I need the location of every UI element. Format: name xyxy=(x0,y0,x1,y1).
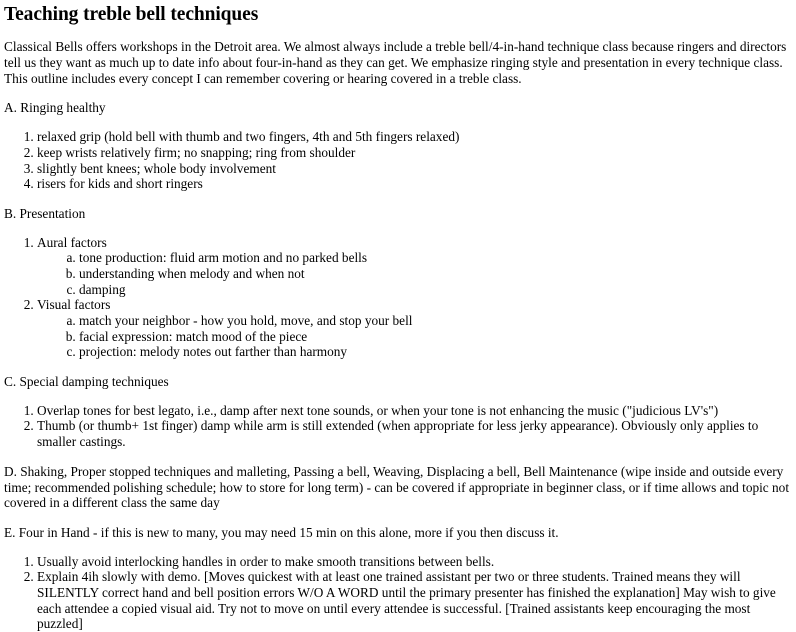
list-item: a. tone production: fluid arm motion and no parked bells xyxy=(79,250,792,266)
section-b-sublist-1 xyxy=(79,250,792,297)
section-a-list xyxy=(37,129,792,192)
list-item: b. facial expression: match mood of the piece xyxy=(79,329,792,345)
list-item: b. understanding when melody and when not xyxy=(79,266,792,282)
list-item: 1. Usually avoid interlocking handles in order to make smooth transitions between bells. xyxy=(37,554,792,570)
list-item: 4. risers for kids and short ringers xyxy=(37,176,792,192)
list-item xyxy=(37,235,792,298)
list-item-label: Aural factors xyxy=(37,234,107,250)
intro-paragraph: Classical Bells offers workshops in the Detroit area. We almost always include a treble bell/4-in-hand technique class because ringers and directors tell us they want as much up to date info about four-in-hand as they can get. We emphasize ringing style and presentation in every technique class. This outline includes every concept I can remember covering or hearing covered in a treble class. xyxy=(4,39,787,86)
section-heading-c: C. Special damping techniques xyxy=(4,374,169,390)
section-heading-a: A. Ringing healthy xyxy=(4,100,106,116)
list-item-label: Visual factors xyxy=(37,297,111,313)
section-heading-b: B. Presentation xyxy=(4,205,86,221)
section-paragraph-d: D. Shaking, Proper stopped techniques and malleting, Passing a bell, Weaving, Displacing a bell, Bell Maintenance (wipe inside and outside every time; recommended polishing schedule; how to store for long term) - can be covered if appropriate in beginner class, or if time allows and topic not covered in a different class the same day xyxy=(4,463,790,511)
list-item: 3. slightly bent knees; whole body involvement xyxy=(37,161,792,177)
page-title: Teaching treble bell techniques xyxy=(4,4,259,25)
list-item: 1. Overlap tones for best legato, i.e., damp after next tone sounds, or when your tone is not enhancing the music ("judicious LV's") xyxy=(37,403,792,419)
list-item: 2. keep wrists relatively firm; no snapping; ring from shoulder xyxy=(37,145,792,161)
section-c-list xyxy=(37,403,792,450)
list-item: 1. relaxed grip (hold bell with thumb and two fingers, 4th and 5th fingers relaxed) xyxy=(37,129,792,145)
list-item: c. damping xyxy=(79,282,792,298)
section-b-list xyxy=(37,235,792,361)
list-item: 2. Thumb (or thumb+ 1st finger) damp while arm is still extended (when appropriate for less jerky appearance). Obviously only applies to smaller castings. xyxy=(37,418,792,449)
list-item: 2. Explain 4ih slowly with demo. [Moves quickest with at least one trained assistant per two or three students. Trained means they will SILENTLY correct hand and bell position errors W/O A WORD until the primary presenter has finished the explanation] May wish to give each attendee a copied visual aid. Try not to move on until every attendee is successful. [Trained assistants keep encouraging the most puzzled] xyxy=(37,569,792,632)
list-item xyxy=(37,297,792,360)
list-item: a. match your neighbor - how you hold, move, and stop your bell xyxy=(79,313,792,329)
list-item: c. projection: melody notes out farther than harmony xyxy=(79,344,792,360)
section-heading-e: E. Four in Hand - if this is new to many, you may need 15 min on this alone, more if you then discuss it. xyxy=(4,524,559,540)
section-e-list xyxy=(37,554,792,632)
section-b-sublist-2 xyxy=(79,313,792,360)
